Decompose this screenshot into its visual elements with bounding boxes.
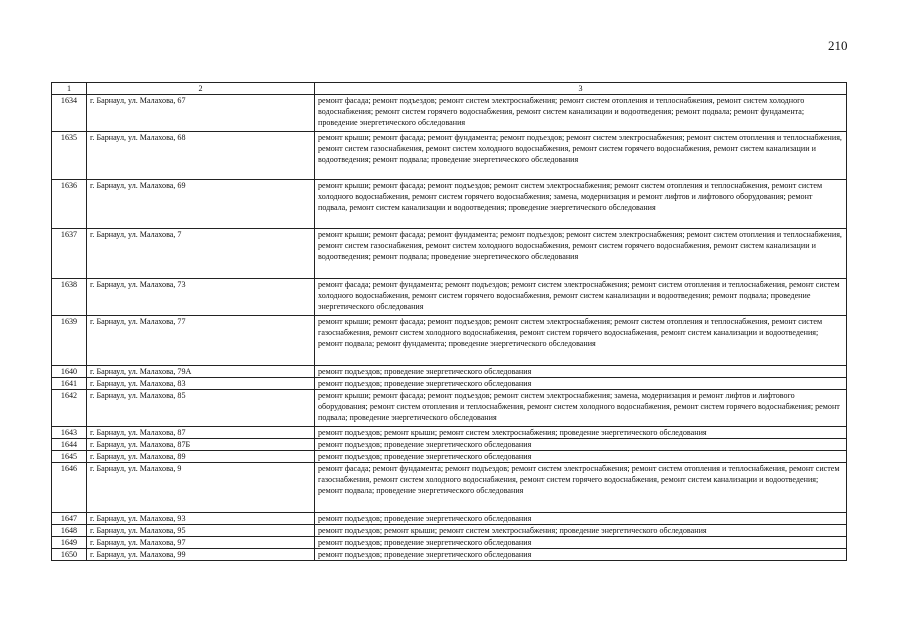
row-address: г. Барнаул, ул. Малахова, 67: [87, 95, 315, 132]
row-number: 1643: [52, 427, 87, 439]
row-address: г. Барнаул, ул. Малахова, 68: [87, 132, 315, 180]
table-row: [52, 229, 847, 279]
repair-program-table: [51, 82, 847, 561]
column-header-3: 3: [315, 83, 847, 95]
row-address: г. Барнаул, ул. Малахова, 95: [87, 525, 315, 537]
table-row: [52, 366, 847, 378]
table-row: [52, 513, 847, 525]
column-number-row: [52, 83, 847, 95]
table-row: [52, 439, 847, 451]
table-row: [52, 427, 847, 439]
row-works: ремонт подъездов; проведение энергетического обследования: [315, 439, 847, 451]
row-address: г. Барнаул, ул. Малахова, 85: [87, 390, 315, 427]
table-row: [52, 279, 847, 316]
row-number: 1646: [52, 463, 87, 513]
row-works: ремонт крыши; ремонт фасада; ремонт фундамента; ремонт подъездов; ремонт систем электроснабжения; ремонт систем отопления и теплоснабжения, ремонт систем газоснабжения, ремонт систем холодного водоснабжения, ремонт систем горячего водоснабжения, ремонт систем канализации и водоотведения; ремонт подвала; проведение энергетического обследования: [315, 132, 847, 180]
row-address: г. Барнаул, ул. Малахова, 73: [87, 279, 315, 316]
table-row: [52, 95, 847, 132]
row-works: ремонт подъездов; проведение энергетического обследования: [315, 513, 847, 525]
row-works: ремонт крыши; ремонт фасада; ремонт подъездов; ремонт систем электроснабжения; ремонт систем отопления и теплоснабжения, ремонт систем холодного водоснабжения, ремонт систем горячего водоснабжения; замена, модернизация и ремонт лифтов и лифтового оборудования; ремонт подвала, ремонт систем канализации и водоотведения; проведение энергетического обследования: [315, 180, 847, 229]
row-works: ремонт фасада; ремонт подъездов; ремонт систем электроснабжения; ремонт систем отопления и теплоснабжения, ремонт систем холодного водоснабжения; ремонт систем горячего водоснабжения, ремонт систем канализации и водоотведения; ремонт подвала; ремонт фундамента; проведение энергетического обследования: [315, 95, 847, 132]
row-address: г. Барнаул, ул. Малахова, 7: [87, 229, 315, 279]
row-address: г. Барнаул, ул. Малахова, 79А: [87, 366, 315, 378]
row-address: г. Барнаул, ул. Малахова, 9: [87, 463, 315, 513]
row-works: ремонт крыши; ремонт фасада; ремонт подъездов; ремонт систем электроснабжения; замена, модернизация и ремонт лифтов и лифтового оборудования; ремонт систем отопления и теплоснабжения, ремонт систем холодного водоснабжения, ремонт систем горячего водоснабжения; ремонт подвала; проведение энергетического обследования: [315, 390, 847, 427]
row-works: ремонт подъездов; ремонт крыши; ремонт систем электроснабжения; проведение энергетического обследования: [315, 525, 847, 537]
row-address: г. Барнаул, ул. Малахова, 69: [87, 180, 315, 229]
row-works: ремонт подъездов; проведение энергетического обследования: [315, 549, 847, 561]
table-row: [52, 525, 847, 537]
table-row: [52, 549, 847, 561]
row-works: ремонт подъездов; ремонт крыши; ремонт систем электроснабжения; проведение энергетического обследования: [315, 427, 847, 439]
column-header-1: 1: [52, 83, 87, 95]
row-address: г. Барнаул, ул. Малахова, 87Б: [87, 439, 315, 451]
table-row: [52, 378, 847, 390]
row-number: 1636: [52, 180, 87, 229]
row-number: 1641: [52, 378, 87, 390]
page-number: 210: [828, 38, 848, 53]
row-number: 1635: [52, 132, 87, 180]
row-address: г. Барнаул, ул. Малахова, 93: [87, 513, 315, 525]
row-number: 1637: [52, 229, 87, 279]
row-works: ремонт фасада; ремонт фундамента; ремонт подъездов; ремонт систем электроснабжения; ремонт систем отопления и теплоснабжения, ремонт систем газоснабжения, ремонт систем холодного водоснабжения, ремонт систем горячего водоснабжения, ремонт систем канализации и водоотведения; ремонт подвала; проведение энергетического обследования: [315, 463, 847, 513]
row-works: ремонт подъездов; проведение энергетического обследования: [315, 366, 847, 378]
row-address: г. Барнаул, ул. Малахова, 97: [87, 537, 315, 549]
row-address: г. Барнаул, ул. Малахова, 89: [87, 451, 315, 463]
row-works: ремонт крыши; ремонт фасада; ремонт подъездов; ремонт систем электроснабжения; ремонт систем отопления и теплоснабжения, ремонт систем газоснабжения, ремонт систем холодного водоснабжения, ремонт систем горячего водоснабжения, ремонт систем канализации и водоотведения; ремонт подвала; ремонт фундамента; проведение энергетического обследования: [315, 316, 847, 366]
row-works: ремонт подъездов; проведение энергетического обследования: [315, 451, 847, 463]
row-number: 1638: [52, 279, 87, 316]
row-number: 1650: [52, 549, 87, 561]
row-address: г. Барнаул, ул. Малахова, 87: [87, 427, 315, 439]
row-address: г. Барнаул, ул. Малахова, 77: [87, 316, 315, 366]
row-number: 1644: [52, 439, 87, 451]
row-works: ремонт крыши; ремонт фасада; ремонт фундамента; ремонт подъездов; ремонт систем электроснабжения; ремонт систем отопления и теплоснабжения, ремонт систем газоснабжения, ремонт систем холодного водоснабжения, ремонт систем горячего водоснабжения, ремонт систем канализации и водоотведения; ремонт подвала; проведение энергетического обследования: [315, 229, 847, 279]
row-address: г. Барнаул, ул. Малахова, 83: [87, 378, 315, 390]
row-number: 1634: [52, 95, 87, 132]
table-row: [52, 537, 847, 549]
table-row: [52, 463, 847, 513]
row-number: 1645: [52, 451, 87, 463]
row-address: г. Барнаул, ул. Малахова, 99: [87, 549, 315, 561]
row-works: ремонт подъездов; проведение энергетического обследования: [315, 537, 847, 549]
row-number: 1647: [52, 513, 87, 525]
row-number: 1649: [52, 537, 87, 549]
column-header-2: 2: [87, 83, 315, 95]
row-number: 1640: [52, 366, 87, 378]
table-row: [52, 451, 847, 463]
table-row: [52, 316, 847, 366]
row-works: ремонт фасада; ремонт фундамента; ремонт подъездов; ремонт систем электроснабжения; ремонт систем отопления и теплоснабжения, ремонт систем холодного водоснабжения, ремонт систем горячего водоснабжения, ремонт систем канализации и водоотведения; ремонт подвала; проведение энергетического обследования: [315, 279, 847, 316]
table-row: [52, 390, 847, 427]
row-number: 1639: [52, 316, 87, 366]
row-works: ремонт подъездов; проведение энергетического обследования: [315, 378, 847, 390]
row-number: 1642: [52, 390, 87, 427]
table-row: [52, 132, 847, 180]
table-row: [52, 180, 847, 229]
row-number: 1648: [52, 525, 87, 537]
